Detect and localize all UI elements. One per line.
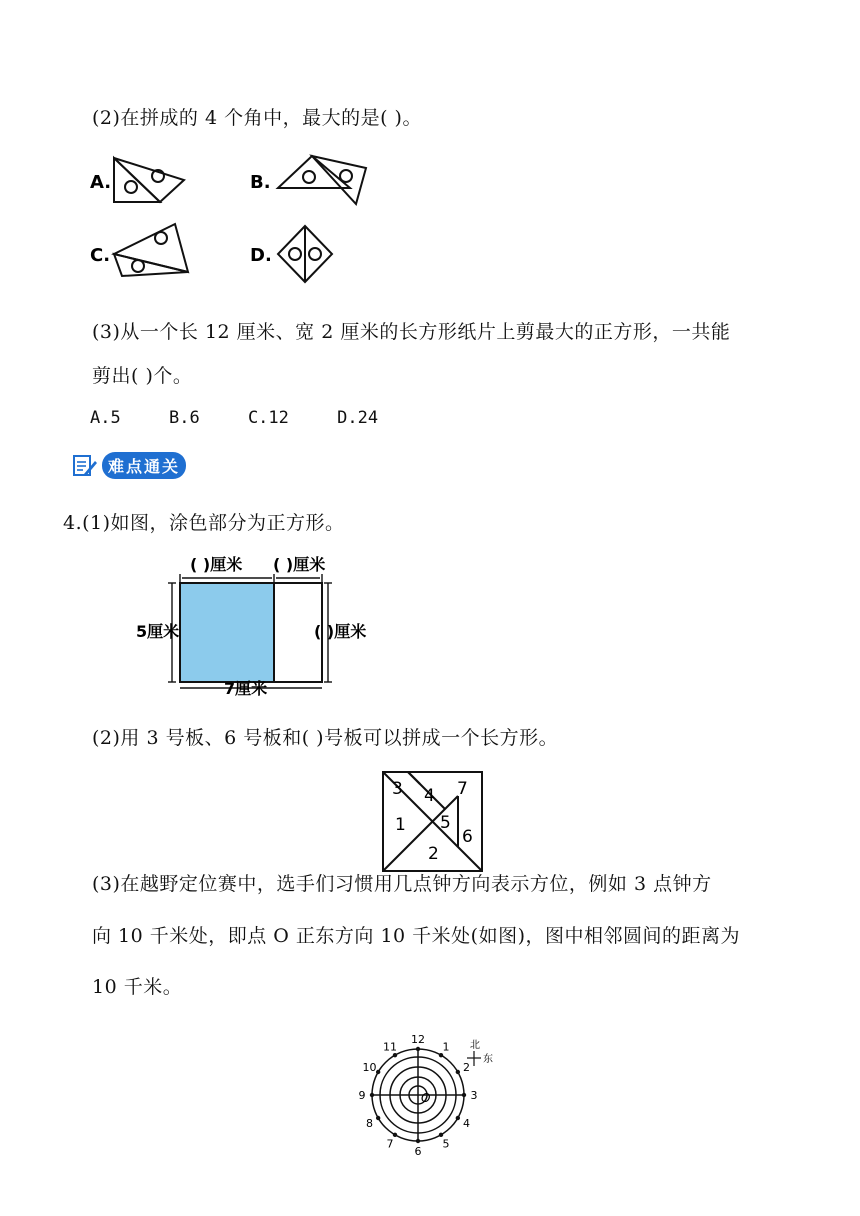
label-top-left: ( )厘米 [190,555,243,574]
option-b-label: B. [250,172,271,193]
center-label: O [421,1091,431,1105]
clock-dot [439,1133,443,1137]
piece-3: 3 [392,779,403,799]
option-d-label: D. [250,245,272,266]
clock-number: 6 [414,1145,422,1158]
clock-dot [416,1139,420,1143]
option-figures [0,140,860,440]
rectangle-diagram [0,548,860,698]
option-a-label: A. [90,172,112,193]
east-label: 东 [483,1054,493,1065]
piece-4: 4 [424,786,435,806]
clock-number: 9 [358,1089,366,1102]
piece-7: 7 [457,779,468,799]
clock-number: 5 [442,1137,450,1151]
clock-dot [462,1093,466,1097]
clock-dot [456,1116,460,1120]
clock-number: 8 [366,1117,374,1130]
clock-number: 2 [462,1061,470,1074]
clock-direction-diagram [0,1032,860,1172]
section-header [72,452,186,479]
clock-dot [376,1070,380,1074]
option-d: D.24 [337,408,379,428]
option-d-figure [278,226,332,282]
question-3-line-2: 剪出( )个。 [92,365,193,387]
concentric-circles [372,1049,464,1141]
edit-notebook-icon [72,454,98,478]
question-4-3-line-3: 10 千米。 [92,976,183,998]
option-b-figure [278,156,366,204]
clock-dot [456,1070,460,1074]
piece-1: 1 [395,815,406,835]
tangram-diagram [0,770,860,880]
clock-number: 1 [442,1040,450,1054]
question-4-1-text: 4.(1)如图，涂色部分为正方形。 [63,512,345,534]
clock-dot [376,1116,380,1120]
section-title: 难点通关 [102,452,186,479]
option-c-label: C. [90,245,111,266]
clock-dot [370,1093,374,1097]
option-c: C.12 [247,408,289,428]
piece-2: 2 [428,844,439,864]
question-3-options [90,408,416,428]
question-4-3-line-1: (3)在越野定位赛中，选手们习惯用几点钟方向表示方位，例如 3 点钟方 [92,873,712,895]
clock-dot [393,1053,397,1057]
clock-number: 4 [462,1117,470,1130]
question-2-text: (2)在拼成的 4 个角中，最大的是( )。 [92,107,422,129]
label-right: ( )厘米 [314,622,367,641]
option-c-figure [114,224,188,276]
clock-number: 7 [386,1137,394,1151]
label-bottom: 7厘米 [224,679,268,698]
question-4-2-text: (2)用 3 号板、6 号板和( )号板可以拼成一个长方形。 [92,727,559,749]
option-a-figure [114,158,184,202]
label-left: 5厘米 [136,622,180,641]
option-b: B.6 [168,408,200,428]
label-top-right: ( )厘米 [273,555,326,574]
question-4-3-line-2: 向 10 千米处，即点 O 正东方向 10 千米处(如图)，图中相邻圆间的距离为 [92,925,740,947]
option-a: A.5 [90,408,121,428]
clock-number: 10 [362,1061,377,1074]
clock-number: 11 [383,1040,397,1054]
question-3-line-1: (3)从一个长 12 厘米、宽 2 厘米的长方形纸片上剪最大的正方形，一共能 [92,321,731,343]
piece-5: 5 [440,813,451,833]
north-label: 北 [470,1040,480,1051]
piece-6: 6 [462,827,473,847]
clock-dot [416,1047,420,1051]
clock-number: 3 [470,1089,478,1102]
clock-number: 12 [411,1033,425,1046]
clock-dot [439,1053,443,1057]
shaded-square [180,583,274,682]
clock-dot [393,1133,397,1137]
